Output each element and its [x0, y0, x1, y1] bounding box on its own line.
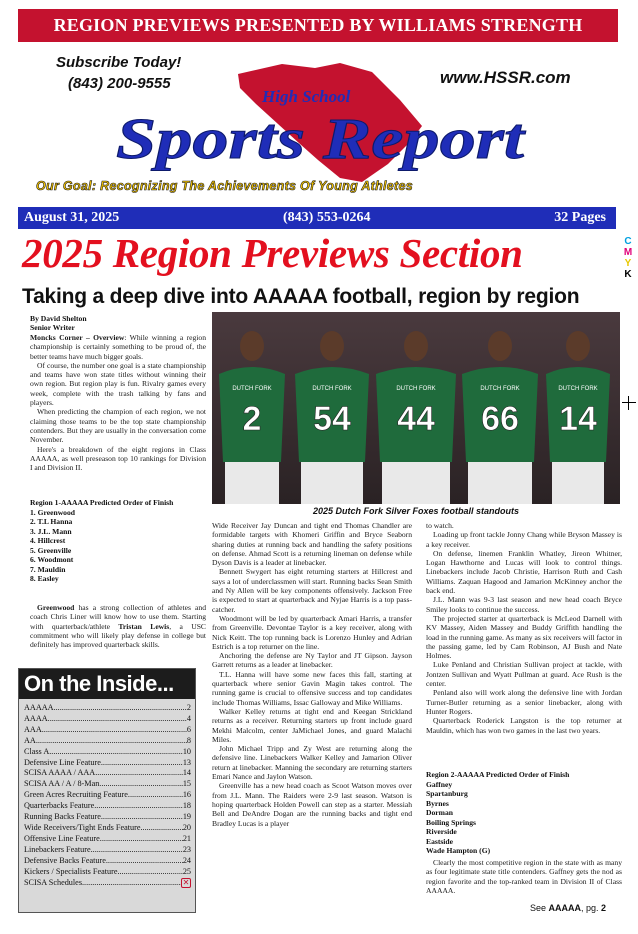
cmyk-m: M	[623, 247, 633, 258]
issue-pages: 32 Pages	[554, 210, 606, 225]
lead-label: Moncks Corner – Overview	[30, 333, 125, 342]
article-paragraph: When predicting the champion of each region, we not claiming those teams to be the top state championship contenders. But they are usually in the conversation come November.	[30, 407, 206, 445]
inside-item-page: 14	[182, 768, 191, 778]
inside-item-page: 13	[182, 757, 191, 767]
inside-item-label: AA	[24, 735, 36, 745]
inside-item-label: Wide Receivers/Tight Ends Feature	[24, 822, 141, 832]
inside-item-label: AAAA	[24, 713, 48, 723]
jersey-number: 54	[313, 400, 351, 438]
subscribe-phone: (843) 200-9555	[68, 75, 171, 92]
jersey-team-text: DUTCH FORK	[312, 386, 352, 392]
region2-team: Boiling Springs	[426, 817, 477, 827]
inside-item[interactable]	[24, 790, 191, 801]
inside-item[interactable]	[24, 725, 191, 736]
inside-item[interactable]	[24, 878, 191, 889]
inside-item[interactable]	[24, 747, 191, 758]
issue-phone: (843) 553-0264	[283, 210, 371, 225]
footer-section: AAAAA	[548, 903, 582, 913]
inside-item-page: 16	[182, 790, 191, 800]
leader-dots	[117, 867, 182, 878]
article-paragraph: Walker Kelley returns at tight end and Keegan Strickland returns as a receiver. Returning starters up front include guard Mekhi Malcolm, center JaMichael Jones, and guard Malachi Miles.	[212, 706, 412, 744]
article-paragraph: Anchoring the defense are Ny Taylor and JT Gipson. Jayson Garrett returns as a leader at linebacker.	[212, 651, 412, 670]
inside-item[interactable]	[24, 834, 191, 845]
byline-title: Senior Writer	[30, 323, 75, 333]
leader-dots	[101, 758, 183, 769]
region2-team: Gaffney	[426, 779, 453, 789]
article-column-2	[212, 521, 412, 828]
headline: 2025 Region Previews Section	[22, 230, 523, 276]
jersey-number: 44	[397, 400, 435, 438]
article-paragraph: Bennett Swygert has eight returning starters at Hillcrest and says a lot of underclassmen will start. Running backs Sean Smith and Ny Allen will be key components offensively. Jackson Free is expected to start at quarterback and Nyjae Harris is a top pass-catcher.	[212, 567, 412, 614]
logo-main-text: Sports Report	[116, 106, 527, 171]
inside-item-page: 15	[182, 779, 191, 789]
cmyk-c: C	[624, 236, 632, 247]
subheadline: Taking a deep dive into AAAAA football, region by region	[22, 285, 580, 308]
registration-crosshair-icon	[622, 396, 636, 410]
jersey-team-text: DUTCH FORK	[480, 386, 520, 392]
inside-item-page: 19	[182, 812, 191, 822]
byline-name: By David Shelton	[30, 314, 87, 323]
article-paragraph: Luke Penland and Christian Sullivan project at tackle, with Jontzen Sullivan and Wyatt Pullman at guard. Ace Rush is the center.	[426, 660, 622, 689]
leader-dots	[95, 768, 183, 779]
inside-item[interactable]	[24, 768, 191, 779]
article-paragraph: Wide Receiver Jay Duncan and tight end Thomas Chandler are formidable targets with Khomeri Griffin and Bryce Seaborn sharing duties at running back and handling the safety positions on defense. Ahmad Scott is a returning lineman on defense while Dyson Davis is a leader at linebacker.	[212, 521, 412, 568]
region2-title: Region 2-AAAAA Predicted Order of Finish	[426, 770, 570, 779]
region1-title: Region 1-AAAAA Predicted Order of Finish	[30, 498, 174, 507]
inside-item-page: 25	[182, 866, 191, 876]
region2-team: Dorman	[426, 808, 453, 817]
article-paragraph: Quarterback Roderick Langston is the top returner at Mauldin, which has won two games in the last two years.	[426, 716, 622, 735]
article-paragraph: J.L. Mann was 9-3 last season and new head coach Bryce Smiley looks to continue the success.	[426, 595, 622, 614]
inside-item[interactable]	[24, 823, 191, 834]
on-the-inside-box	[18, 668, 196, 913]
inside-item-page: 6	[186, 724, 191, 734]
inside-item-page: 24	[182, 855, 191, 865]
lead-text: : While winning a region championship is certainly something to be proud of, the better teams have much bigger goals.	[30, 333, 206, 361]
region1-team: 8. Easley	[30, 574, 59, 583]
continued-footer	[530, 903, 606, 913]
region2-team: Wade Hampton (G)	[426, 846, 491, 855]
region1-team: 3. J.L. Mann	[30, 526, 72, 536]
region1-team: 7. Mauldin	[30, 564, 66, 574]
byline	[30, 314, 87, 333]
region1-team: 4. Hillcrest	[30, 536, 66, 545]
motto: Our Goal: Recognizing The Achievements Of Young Athletes	[36, 179, 414, 193]
top-banner: REGION PREVIEWS PRESENTED BY WILLIAMS STRENGTH	[18, 9, 618, 42]
region1-team: 2. T.L Hanna	[30, 517, 73, 526]
issue-bar	[18, 207, 616, 229]
region1-team: 6. Woodmont	[30, 555, 74, 564]
region2-text: Clearly the most competitive region in the state with as many as four legitimate state title contenders. Gaffney gets the nod as region favorite and the top-ranked team in Division II of Class AAAAA.	[426, 858, 622, 895]
jersey-number: 66	[481, 400, 519, 438]
inside-item-label: SCISA AAAA / AAA	[24, 768, 96, 778]
inside-item-page: 2	[186, 703, 191, 712]
inside-item-label: SCISA AA / A / 8-Man	[24, 779, 100, 789]
inside-item-label: AAA	[24, 724, 42, 734]
region1-order	[30, 498, 173, 584]
footer-post: , pg.	[581, 903, 602, 913]
logo-top-text: High School	[262, 87, 351, 106]
inside-item[interactable]	[24, 714, 191, 725]
article-column-1	[30, 333, 206, 472]
region1-team: 1. Greenwood	[30, 507, 75, 517]
region2-team: Riverside	[426, 827, 457, 836]
leader-dots	[106, 856, 183, 867]
photo-caption: 2025 Dutch Fork Silver Foxes football standouts	[312, 506, 520, 516]
leader-dots	[101, 812, 183, 823]
inside-item-label: Defensive Backs Feature	[24, 855, 106, 865]
inside-item[interactable]	[24, 779, 191, 790]
inside-item-label: Running Backs Feature	[24, 812, 101, 822]
team-greenwood: Greenwood	[37, 603, 75, 612]
inside-item[interactable]	[24, 845, 191, 856]
article-column-3-end	[426, 858, 622, 895]
inside-item-label: Class A	[24, 746, 50, 756]
inside-title: On the Inside...	[19, 669, 195, 699]
jersey-team-text: DUTCH FORK	[232, 386, 272, 392]
inside-item-label: Green Acres Recruiting Feature	[24, 790, 128, 800]
inside-item-page: 21	[182, 833, 191, 843]
leader-dots	[36, 736, 187, 747]
region1-team: 5. Greenville	[30, 545, 72, 555]
region2-order	[426, 770, 569, 856]
leader-dots	[100, 834, 183, 845]
jersey-team-text: DUTCH FORK	[558, 386, 598, 392]
inside-item-label: Defensive Line Feature	[24, 757, 101, 767]
leader-dots	[54, 703, 187, 714]
article-paragraph: The projected starter at quarterback is McLeod Darnell with KV Massey, Aiden Massey and Buddy Griffith handling the load in the running game. As many as six receivers will factor in the passing game, led by Cam Robinson, AJ Bush and Nate Holmes.	[426, 613, 622, 661]
jersey-number: 2	[242, 400, 262, 438]
inside-item-page: 10	[182, 746, 191, 756]
leader-dots	[82, 878, 181, 889]
leader-dots	[94, 801, 183, 812]
inside-item-label: AAAAA	[24, 703, 54, 712]
player-tristan: Tristan Lewis	[118, 621, 170, 631]
inside-item-page	[181, 878, 191, 889]
article-column-1-continued	[30, 603, 206, 649]
greenwood-text: has a strong collection of athletes and coach Chris Liner will know how to use them. Starting with quarterback/athlete	[30, 603, 206, 631]
leader-dots	[48, 714, 187, 725]
inside-item-page: 4	[186, 713, 191, 723]
cmyk-y: Y	[624, 258, 632, 269]
article-paragraph: Penland also will work along the defensive line with Jordan Turner-Butler returning as a senior linebacker, along with Hunter Rogers.	[426, 688, 622, 716]
website-link[interactable]: www.HSSR.com	[440, 68, 571, 87]
leader-dots	[49, 747, 183, 758]
inside-item-label: SCISA Schedules	[24, 877, 82, 887]
article-paragraph: to watch.	[426, 521, 454, 530]
article-paragraph: Loading up front tackle Jonny Chang while Bryson Massey is a key receiver.	[426, 530, 622, 549]
article-paragraph: Woodmont will be led by quarterback Amari Harris, a transfer from Greenville. Devontae Taylor is a key receiver, along with Nick Keitt. The top running back is Lorenzo Hunley and Adrian Estrich is a top returner on the line.	[212, 613, 412, 651]
inside-item[interactable]	[24, 801, 191, 812]
footer-pre: See	[530, 903, 549, 913]
sports-report-logo	[110, 60, 530, 185]
inside-item[interactable]	[24, 867, 191, 878]
close-icon: ✕	[182, 877, 190, 887]
article-paragraph: Here's a breakdown of the eight regions in Class AAAAA, as well preseason top 10 rankings for Division I and Division II.	[30, 444, 206, 473]
inside-item[interactable]	[24, 758, 191, 769]
cmyk-k: K	[624, 269, 632, 280]
jersey-number: 14	[559, 400, 597, 438]
inside-item-page: 20	[182, 822, 191, 832]
greenwood-text-end: , a USC commitment who will likely play defense in college but definitely has improved quarterback skills.	[30, 621, 206, 650]
inside-item-page: 23	[182, 844, 191, 854]
issue-date: August 31, 2025	[24, 210, 120, 225]
team-photo	[212, 312, 620, 504]
article-paragraph: Of course, the number one goal is a state championship and teams have won state titles without winning their own region. But region play is fun. Rivalry games every week, complete with the trash talking by fans and players.	[30, 360, 206, 408]
leader-dots	[91, 845, 183, 856]
inside-item-label: Linebackers Feature	[24, 844, 91, 854]
subscribe-label: Subscribe Today!	[56, 54, 182, 71]
leader-dots	[128, 790, 183, 801]
inside-item[interactable]	[24, 856, 191, 867]
article-paragraph: John Michael Tripp and Zy West are returning along the defensive line. Linebackers Walker Kelley and Jamarion Oliver return at linebacker. Manning the secondary are returning starters Emari Nance and Jaylon Watson.	[212, 744, 412, 782]
inside-item-page: 18	[182, 801, 191, 811]
inside-item-page: 8	[186, 735, 191, 745]
article-column-3	[426, 521, 622, 735]
leader-dots	[42, 725, 187, 736]
article-paragraph: On defense, linemen Franklin Whatley, Jireon Whitner, Logan Hawthorne and Lucas will look to control things. Linebackers include Jacob Christie, Harrison Ruth and Cash Williams. Zaquan Hagood and Jamarion McKinney anchor the back end.	[426, 548, 622, 596]
inside-item-label: Quarterbacks Feature	[24, 801, 95, 811]
inside-item-label: Offensive Line Feature	[24, 833, 100, 843]
footer-page: 2	[601, 903, 607, 913]
inside-item[interactable]	[24, 812, 191, 823]
leader-dots	[140, 823, 182, 834]
inside-item[interactable]	[24, 736, 191, 747]
cmyk-marks	[621, 236, 635, 280]
article-paragraph: T.L. Hanna will have some new faces this fall, starting at quarterback where senior Gavin Magin takes control. The running game is crucial to offensive success and top candidates include Thomas Williams, Issac Galloway and Mike Williams.	[212, 669, 412, 707]
article-paragraph: Greenville has a new head coach as Scoot Watson moves over from J.L. Mann. The Raiders were 2-9 last season. Watson is hoping quarterback Holden Powell can step as a starter. Messiah Bell and DeAndre Dogan are the running backs and tight end Bradley Lucas is a player	[212, 781, 412, 828]
region2-team: Eastside	[426, 836, 454, 846]
region2-team: Byrnes	[426, 798, 449, 808]
inside-item[interactable]	[24, 703, 191, 714]
jersey-team-text: DUTCH FORK	[396, 386, 436, 392]
inside-item-label: Kickers / Specialists Feature	[24, 866, 118, 876]
region2-team: Spartanburg	[426, 789, 468, 798]
leader-dots	[99, 779, 183, 790]
